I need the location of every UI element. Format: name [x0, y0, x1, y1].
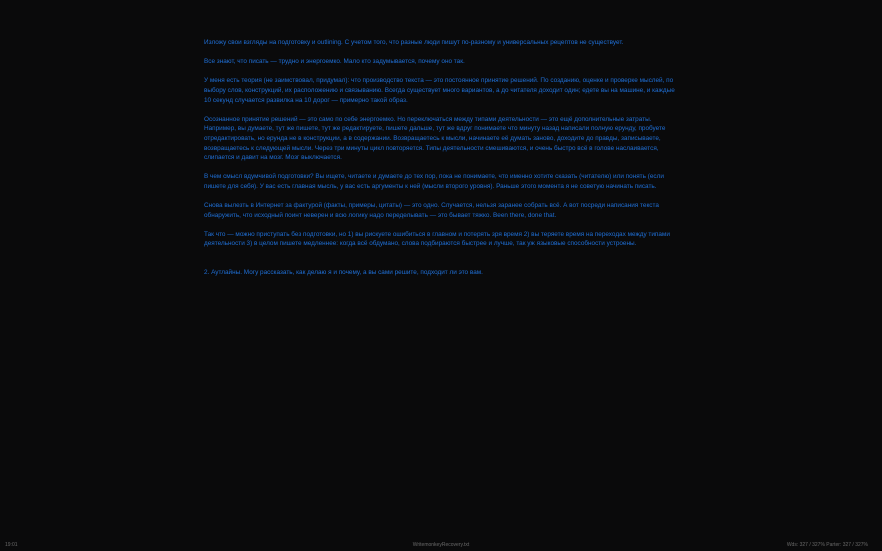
paragraph[interactable]: Осознанное принятие решений — это само по себе энергоемко. Но переключаться между типами деятельности — это ещё дополнительные затраты. Например, вы думаете, тут же пишете, тут же редактируете, пишете дальше, тут же вдруг понимаете что минуту назад написали полную ерунду, пробуете отредактировать, но ерунда не в конструкции, а в содержании. Возвращаетесь к мысли, начинаете её думать заново, доходите до правды, записываете, возвращаетесь к следующей мысли. Через три минуты цикл повторяется. Типы деятельности смешиваются, и очень быстро всё в голове наслаивается, слипается и давит на мозг. Мозг выключается.	[204, 115, 666, 162]
paragraph[interactable]: Изложу свои взгляды на подготовку и outlining. С учетом того, что разные люди пишут по-разному и универсальных рецептов не существует.	[204, 39, 624, 46]
text-editor-area[interactable]	[204, 38, 682, 287]
paragraph[interactable]: Так что — можно приступать без подготовки, но 1) вы рискуете ошибиться в главном и потерять зря время 2) вы теряете время на переходах между типами деятельности 3) в целом пишете медленнее: когда всё обдумано, слова подбираются быстрее и лучше, так уж языковые способности устроены.	[204, 230, 670, 248]
status-bar	[0, 540, 882, 551]
paragraph[interactable]: У меня есть теория (не заимствовал, придумал): что производство текста — это постоянное принятие решений. По созданию, оценке и проверке мыслей, по выбору слов, конструкций, их расположению и связыванию. Всегда существует много вариантов, а до читателя доходит один; едете вы на машине, и каждые 10 секунд случается развилка на 10 дорог — примерно такой образ.	[204, 77, 675, 104]
word-counter: Wds: 327 / 327% Parter: 327 / 327%	[786, 542, 868, 548]
numbered-list-item[interactable]: 2. Аутлайны. Могу рассказать, как делаю я и почему, а вы сами решите, подходит ли это вам.	[204, 269, 483, 277]
paragraph[interactable]: Снова вылезть в Интернет за фактурой (факты, примеры, цитаты) — это одно. Случается, нельзя заранее собрать всё. А вот посреди написания текста обнаружить, что исходный поинт неверен и всю логику надо переделывать — это бывает тяжко. Been there, done that.	[204, 202, 659, 219]
clock: 19:01	[5, 542, 18, 548]
paragraph[interactable]: Все знают, что писать — трудно и энергоемко. Мало кто задумывается, почему оно так.	[204, 58, 465, 66]
file-name: WritemonkeyRecovery.txt	[412, 542, 470, 548]
paragraph[interactable]: В чем смысл вдумчивой подготовки? Вы ищете, читаете и думаете до тех пор, пока не понимаете, что именно хотите сказать (читателю) или понять (если пишете для себя). У вас есть главная мысль, у вас есть аргументы к ней (мысли второго уровня). Раньше этого момента я не советую начинать писать.	[204, 173, 664, 190]
